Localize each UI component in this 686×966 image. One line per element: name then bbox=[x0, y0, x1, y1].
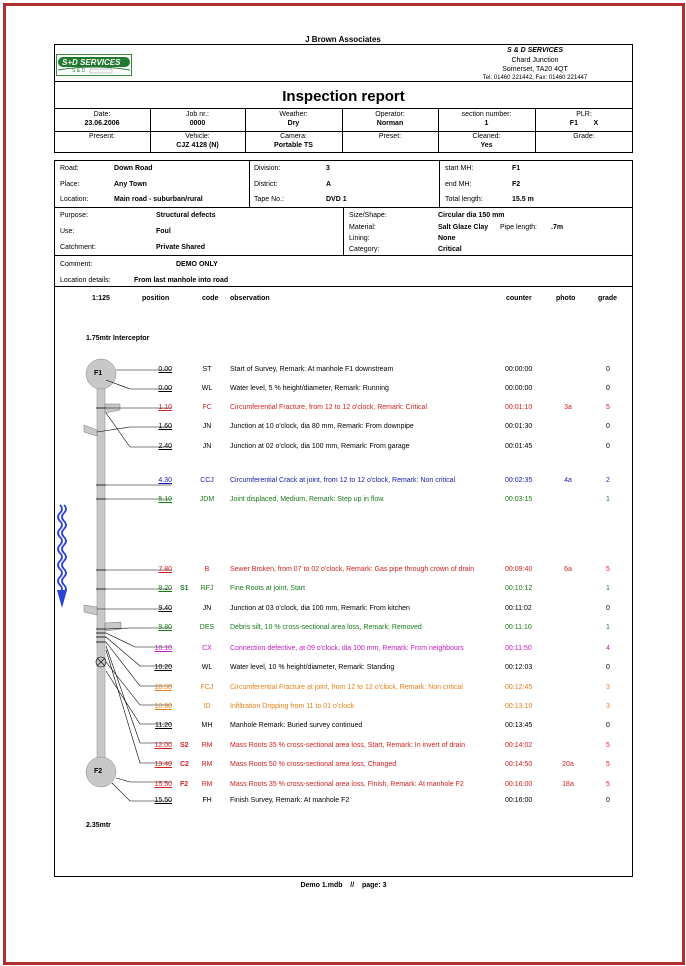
row-position: 15.50 bbox=[154, 781, 172, 788]
row-counter: 00:00:00 bbox=[505, 366, 533, 373]
logo-subtext: S & D bbox=[72, 68, 86, 74]
junction-stub bbox=[84, 605, 97, 615]
start-mh-label: start MH: bbox=[445, 165, 474, 172]
row-grade: 1 bbox=[606, 496, 610, 503]
tape-label: Tape No.: bbox=[254, 196, 284, 203]
row-grade: 0 bbox=[606, 797, 610, 804]
row-observation: Connection defective, at 09 o'clock, dia 100 mm, Remark: From neighbours bbox=[230, 645, 464, 652]
date-label: Date: bbox=[93, 111, 111, 118]
row-position: 4.30 bbox=[158, 477, 172, 484]
plr-label: PLR: bbox=[576, 111, 592, 118]
preset-label: Preset: bbox=[378, 133, 402, 140]
row-grade: 0 bbox=[606, 605, 610, 612]
row-observation: Water level, 10 % height/diameter, Remark: Standing bbox=[230, 664, 395, 671]
row-observation: Start of Survey, Remark: At manhole F1 downstream bbox=[230, 366, 394, 373]
row-code: WL bbox=[201, 664, 213, 671]
road-value: Down Road bbox=[114, 165, 153, 172]
row-observation: Sewer Broken, from 07 to 02 o'clock, Remark: Gas pipe through crown of drain bbox=[230, 566, 475, 573]
row-grade: 0 bbox=[606, 423, 610, 430]
observation-header: observation bbox=[230, 295, 270, 302]
division-value: 3 bbox=[326, 165, 330, 172]
scale-header: 1:125 bbox=[92, 295, 110, 302]
row-code: DES bbox=[199, 624, 215, 631]
row-grade: 0 bbox=[606, 443, 610, 450]
location-details-label: Location details: bbox=[60, 277, 111, 284]
vehicle-label: Vehicle: bbox=[185, 133, 210, 140]
row-counter: 00:01:45 bbox=[505, 443, 533, 450]
row-observation: Mass Roots 35 % cross-sectional area loss, Finish, Remark: At manhole F2 bbox=[230, 781, 464, 788]
row-ref: C2 bbox=[180, 761, 189, 768]
size-label: Size/Shape: bbox=[349, 212, 387, 219]
contractor-address-1: Chard Junction bbox=[511, 57, 559, 64]
district-value: A bbox=[326, 181, 332, 188]
weather-value: Dry bbox=[287, 120, 300, 127]
row-observation: Infiltration Dripping from 11 to 01 o'clock bbox=[230, 703, 355, 710]
use-label: Use: bbox=[60, 228, 75, 235]
material-label: Material: bbox=[349, 224, 376, 231]
row-position: 1.10 bbox=[158, 404, 172, 411]
row-position: 1.60 bbox=[158, 423, 172, 430]
row-grade: 0 bbox=[606, 664, 610, 671]
catchment-value: Private Shared bbox=[156, 244, 206, 251]
row-grade: 5 bbox=[606, 404, 610, 411]
row-counter: 00:11:10 bbox=[505, 624, 532, 631]
row-photo: 18a bbox=[562, 781, 574, 788]
pipe-length-label: Pipe length: bbox=[500, 224, 537, 231]
row-observation: Circumferential Crack at joint, from 12 to 12 o'clock, Remark: Non critical bbox=[230, 477, 456, 484]
row-observation: Junction at 02 o'clock, dia 100 mm, Remark: From garage bbox=[230, 443, 410, 450]
place-label: Place: bbox=[60, 181, 80, 188]
row-code: JN bbox=[202, 605, 212, 612]
manhole-start-label: F1 bbox=[94, 370, 103, 377]
row-observation: Junction at 10 o'clock, dia 80 mm, Remark: From downpipe bbox=[230, 423, 414, 430]
photo-header: photo bbox=[556, 295, 576, 302]
row-counter: 00:11:50 bbox=[505, 645, 532, 652]
section-label: section number: bbox=[461, 111, 512, 118]
row-grade: 1 bbox=[606, 585, 610, 592]
date-value: 23.06.2006 bbox=[84, 120, 120, 127]
junction-stub bbox=[105, 404, 120, 413]
vehicle-value: CJZ 4128 (N) bbox=[176, 142, 219, 149]
start-mh-value: F1 bbox=[512, 165, 521, 172]
row-counter: 00:13:45 bbox=[505, 722, 533, 729]
row-position: 2.40 bbox=[158, 443, 172, 450]
row-observation: Mass Roots 35 % cross-sectional area loss, Start, Remark: In invert of drain bbox=[230, 742, 465, 749]
row-observation: Debris silt, 10 % cross-sectional area loss, Remark: Removed bbox=[230, 624, 422, 631]
size-value: Circular dia 150 mm bbox=[438, 212, 505, 219]
row-code: WL bbox=[201, 385, 213, 392]
catchment-label: Catchment: bbox=[60, 244, 96, 251]
row-observation: Junction at 03 o'clock, dia 100 mm, Remark: From kitchen bbox=[230, 605, 410, 612]
row-ref: S1 bbox=[180, 585, 189, 592]
row-position: 0.00 bbox=[158, 366, 172, 373]
code-header: code bbox=[202, 295, 219, 302]
row-counter: 00:14:02 bbox=[505, 742, 533, 749]
row-observation: Circumferential Fracture, from 12 to 12 o'clock, Remark: Critical bbox=[230, 404, 428, 411]
row-position: 11.20 bbox=[155, 722, 172, 729]
row-photo: 4a bbox=[564, 477, 572, 484]
row-ref: F2 bbox=[180, 781, 189, 788]
footer-file: Demo 1.mdb bbox=[300, 882, 343, 889]
page-title: Inspection report bbox=[282, 88, 405, 105]
row-ref: S2 bbox=[180, 742, 189, 749]
row-counter: 00:01:30 bbox=[505, 423, 533, 430]
row-code: RM bbox=[201, 742, 213, 749]
operator-label: Operator: bbox=[375, 111, 405, 118]
district-label: District: bbox=[254, 181, 278, 188]
total-length-value: 15.5 m bbox=[512, 196, 534, 203]
row-counter: 00:02:35 bbox=[505, 477, 533, 484]
row-grade: 0 bbox=[606, 385, 610, 392]
logo-text: S+D SERVICES bbox=[62, 58, 121, 67]
row-code: JN bbox=[202, 423, 212, 430]
row-observation: Water level, 5 % height/diameter, Remark: Running bbox=[230, 385, 389, 392]
manhole-end-label: F2 bbox=[94, 768, 103, 775]
row-code: FC bbox=[202, 404, 212, 411]
row-code: RM bbox=[201, 781, 213, 788]
row-position: 12.00 bbox=[154, 742, 172, 749]
grade-label: Grade: bbox=[573, 133, 595, 140]
row-code: JDM bbox=[199, 496, 215, 503]
row-counter: 00:16:00 bbox=[505, 797, 533, 804]
row-grade: 0 bbox=[606, 722, 610, 729]
row-grade: 4 bbox=[606, 645, 610, 652]
row-grade: 0 bbox=[606, 366, 610, 373]
row-code: RFJ bbox=[200, 585, 214, 592]
row-grade: 1 bbox=[606, 624, 610, 631]
row-observation: Fine Roots at joint, Start bbox=[230, 585, 306, 592]
row-position: 9.40 bbox=[158, 605, 172, 612]
camera-value: Portable TS bbox=[274, 142, 313, 149]
row-position: 10.20 bbox=[154, 664, 172, 671]
row-observation: Finish Survey, Remark: At manhole F2 bbox=[230, 797, 350, 804]
grade-header: grade bbox=[598, 295, 618, 302]
row-position: 10.10 bbox=[154, 645, 172, 652]
row-counter: 00:01:10 bbox=[505, 404, 533, 411]
row-counter: 00:14:50 bbox=[505, 761, 533, 768]
row-position: 10.50 bbox=[154, 684, 172, 691]
row-observation: Manhole Remark: Buried survey continued bbox=[230, 722, 363, 729]
end-mh-value: F2 bbox=[512, 181, 521, 188]
tape-value: DVD 1 bbox=[326, 196, 347, 203]
comment-value: DEMO ONLY bbox=[176, 261, 218, 268]
lining-value: None bbox=[438, 235, 456, 242]
material-value: Salt Glaze Clay bbox=[438, 224, 489, 231]
row-position: 5.10 bbox=[158, 496, 172, 503]
pipe-length-value: .7m bbox=[551, 224, 564, 231]
location-details-value: From last manhole into road bbox=[134, 277, 229, 284]
row-code: ID bbox=[203, 703, 211, 710]
row-counter: 00:12:03 bbox=[505, 664, 533, 671]
row-code: FH bbox=[202, 797, 212, 804]
contractor-name: S & D SERVICES bbox=[506, 47, 563, 54]
position-header: position bbox=[142, 295, 170, 302]
company-name: J Brown Associates bbox=[305, 35, 381, 44]
job-value: 0000 bbox=[189, 120, 206, 127]
row-photo: 20a bbox=[562, 761, 574, 768]
present-label: Present: bbox=[88, 133, 116, 140]
cleaned-value: Yes bbox=[480, 142, 493, 149]
row-position: 7.80 bbox=[158, 566, 172, 573]
row-code: B bbox=[204, 566, 210, 573]
division-label: Division: bbox=[254, 165, 281, 172]
contractor-phone: Tel: 01460 221442, Fax: 01460 221447 bbox=[482, 75, 588, 81]
row-counter: 00:16:00 bbox=[505, 781, 533, 788]
row-position: 0.00 bbox=[158, 385, 172, 392]
row-grade: 5 bbox=[606, 761, 610, 768]
purpose-label: Purpose: bbox=[60, 212, 89, 219]
footer bbox=[54, 882, 633, 889]
start-depth: 1.75mtr Interceptor bbox=[86, 335, 150, 342]
row-code: CCJ bbox=[200, 477, 214, 484]
footer-separator: // bbox=[350, 882, 355, 889]
row-code: JN bbox=[202, 443, 212, 450]
row-counter: 00:10:12 bbox=[505, 585, 533, 592]
row-photo: 6a bbox=[564, 566, 572, 573]
cleaned-label: Cleaned: bbox=[472, 133, 501, 140]
end-depth: 2.35mtr bbox=[86, 822, 111, 829]
category-value: Critical bbox=[438, 246, 462, 253]
row-photo: 3a bbox=[564, 404, 572, 411]
row-observation: Joint displaced, Medium, Remark: Step up in flow. bbox=[230, 496, 385, 503]
row-observation: Circumferential Fracture at joint, from 12 to 12 o'clock, Remark: Non critical bbox=[230, 684, 463, 691]
row-code: ST bbox=[202, 366, 212, 373]
plr-value: F1 X bbox=[569, 120, 599, 127]
row-grade: 2 bbox=[606, 477, 610, 484]
row-position: 9.80 bbox=[158, 624, 172, 631]
junction-stub bbox=[84, 425, 97, 436]
row-counter: 00:12:45 bbox=[505, 684, 533, 691]
comment-label: Comment: bbox=[60, 261, 93, 268]
row-position: 13.40 bbox=[154, 761, 172, 768]
category-label: Category: bbox=[349, 246, 380, 253]
location-label: Location: bbox=[60, 196, 89, 203]
row-grade: 3 bbox=[606, 684, 610, 691]
row-counter: 00:13:10 bbox=[505, 703, 533, 710]
row-counter: 00:03:15 bbox=[505, 496, 533, 503]
row-counter: 00:09:40 bbox=[505, 566, 533, 573]
purpose-value: Structural defects bbox=[156, 212, 216, 219]
use-value: Foul bbox=[156, 228, 171, 235]
job-label: Job nr.: bbox=[186, 111, 209, 118]
end-mh-label: end MH: bbox=[445, 181, 472, 188]
row-counter: 00:11:02 bbox=[505, 605, 532, 612]
contractor-address-2: Somerset, TA20 4QT bbox=[502, 66, 568, 73]
row-grade: 5 bbox=[606, 742, 610, 749]
place-value: Any Town bbox=[114, 181, 147, 188]
flow-arrow-icon bbox=[57, 590, 67, 608]
pipe-body bbox=[97, 378, 105, 770]
row-position: 8.20 bbox=[158, 585, 172, 592]
row-code: RM bbox=[201, 761, 213, 768]
row-observation: Mass Roots 50 % cross-sectional area loss, Changed bbox=[230, 761, 397, 768]
section-value: 1 bbox=[484, 120, 489, 127]
row-position: 10.90 bbox=[154, 703, 172, 710]
operator-value: Norman bbox=[376, 120, 404, 127]
junction-stub bbox=[105, 622, 121, 631]
row-code: MH bbox=[201, 722, 213, 729]
lining-label: Lining: bbox=[349, 235, 370, 242]
road-label: Road: bbox=[60, 165, 79, 172]
row-grade: 5 bbox=[606, 566, 610, 573]
counter-header: counter bbox=[506, 295, 532, 302]
weather-label: Weather: bbox=[279, 111, 308, 118]
row-position: 15.50 bbox=[154, 797, 172, 804]
row-grade: 3 bbox=[606, 703, 610, 710]
footer-page: page: 3 bbox=[361, 882, 387, 889]
row-code: FCJ bbox=[200, 684, 214, 691]
camera-label: Camera: bbox=[280, 133, 307, 140]
row-code: CX bbox=[202, 645, 212, 652]
row-counter: 00:00:00 bbox=[505, 385, 533, 392]
location-value: Main road - suburban/rural bbox=[114, 196, 203, 203]
row-grade: 5 bbox=[606, 781, 610, 788]
total-length-label: Total length: bbox=[445, 196, 483, 203]
